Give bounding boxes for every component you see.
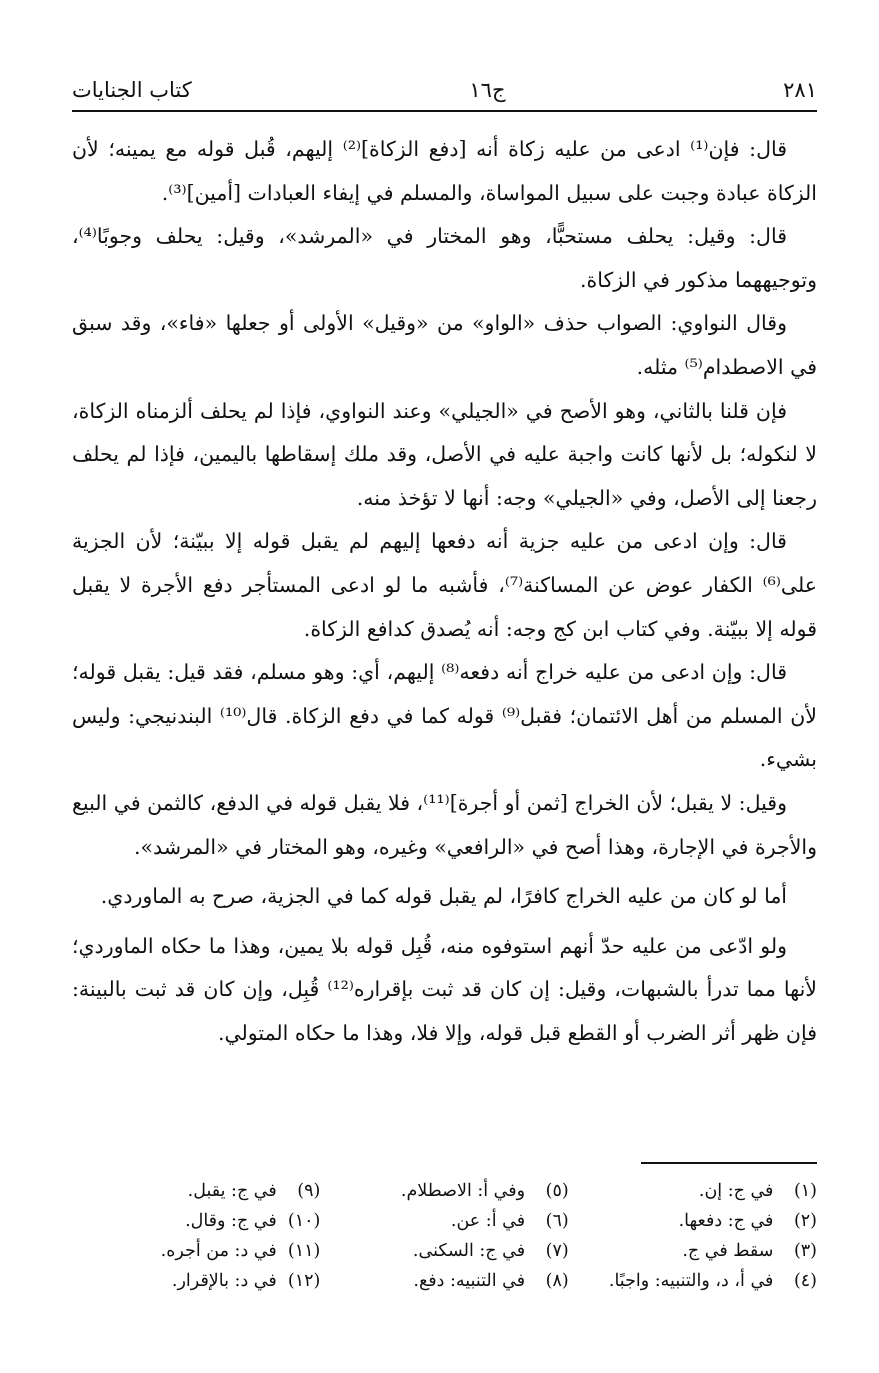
paragraph: فإن قلنا بالثاني، وهو الأصح في «الجيلي» وعند النواوي، فإذا لم يحلف ألزمناه الزكاة، لا لنكوله؛ بل لأنها كانت واجبة عليه في الأصل، وقد ملك إسقاطها باليمين، فإذا لم يحلف رجعنا إلى الأصل، وفي «الجيلي» وجه: أنها لا تؤخذ منه. <box>72 398 817 510</box>
footnote: (٤) في أ، د، والتنبيه: واجبًا. <box>608 1271 817 1291</box>
footnote: (٨) في التنبيه: دفع. <box>413 1271 569 1291</box>
paragraph: ولو ادّعى من عليه حدّ أنهم استوفوه منه، قُبِل قوله بلا يمين، وهذا ما حكاه الماوردي؛ لأنها مما تدرأ بالشبهات، وقيل: إن كان قد ثبت بإقراره⁽¹²⁾ قُبِل، وإن كان قد ثبت بالبينة: فإن ظهر أثر الضرب أو القطع قبل قوله، وإلا فلا، وهذا ما حكاه المتولي. <box>72 933 817 1045</box>
page-number: ٢٨١ <box>783 78 817 102</box>
paragraph: أما لو كان من عليه الخراج كافرًا، لم يقبل قوله كما في الجزية، صرح به الماوردي. <box>100 884 787 909</box>
footnote: (١) في ج: إن. <box>698 1181 817 1201</box>
footnote: (٦) في أ: عن. <box>450 1211 569 1231</box>
main-text <box>72 128 817 1055</box>
paragraph: وقيل: لا يقبل؛ لأن الخراج [ثمن أو أجرة]⁽¹¹⁾، فلا يقبل قوله في الدفع، كالثمن في البيع والأجرة في الإجارة، وهذا أصح في «الرافعي» وغيره، وهو المختار في «المرشد». <box>72 790 817 859</box>
footnotes <box>72 1176 817 1296</box>
paragraph: قال: وإن ادعى من عليه خراج أنه دفعه⁽⁸⁾ إليهم، أي: وهو مسلم، فقد قيل: يقبل قوله؛ لأن المسلم من أهل الائتمان؛ فقبل⁽⁹⁾ قوله كما في دفع الزكاة. قال⁽¹⁰⁾ البندنيجي: وليس بشيء. <box>72 660 817 772</box>
footnote: (٥) وفي أ: الاصطلام. <box>400 1181 569 1201</box>
footnote: (١١) في د: من أجره. <box>160 1241 321 1261</box>
paragraph: قال: فإن⁽¹⁾ ادعى من عليه زكاة أنه [دفع الزكاة]⁽²⁾ إليهم، قُبل قوله مع يمينه؛ لأن الزكاة عبادة وجبت على سبيل المواساة، والمسلم في إيفاء العبادات [أمين]⁽³⁾. <box>72 137 817 205</box>
paragraph: قال: وإن ادعى من عليه جزية أنه دفعها إليهم لم يقبل قوله إلا ببيّنة؛ لأن الجزية على⁽⁶⁾ الكفار عوض عن المساكنة⁽⁷⁾، فأشبه ما لو ادعى المستأجر دفع الأجرة لا يقبل قوله إلا ببيّنة. وفي كتاب ابن كج وجه: أنه يُصدق كدافع الزكاة. <box>72 529 817 641</box>
book-title: كتاب الجنايات <box>72 78 192 102</box>
volume-label: ج١٦ <box>469 78 506 102</box>
footnote: (٩) في ج: يقبل. <box>187 1181 321 1201</box>
footnote: (١٠) في ج: وقال. <box>185 1211 321 1231</box>
footnote-separator <box>641 1162 817 1164</box>
footnote: (٢) في ج: دفعها. <box>678 1211 817 1231</box>
page-header <box>72 70 817 112</box>
paragraph: قال: وقيل: يحلف مستحبًّا، وهو المختار في «المرشد»، وقيل: يحلف وجوبًا⁽⁴⁾، وتوجيههما مذكور في الزكاة. <box>72 224 817 292</box>
footnote: (٣) سقط في ج. <box>682 1241 817 1261</box>
footnote: (٧) في ج: السكنى. <box>412 1241 569 1261</box>
paragraph: وقال النواوي: الصواب حذف «الواو» من «وقيل» الأولى أو جعلها «فاء»، وقد سبق في الاصطدام⁽⁵⁾ مثله. <box>72 311 817 379</box>
footnote: (١٢) في د: بالإقرار. <box>171 1271 321 1291</box>
